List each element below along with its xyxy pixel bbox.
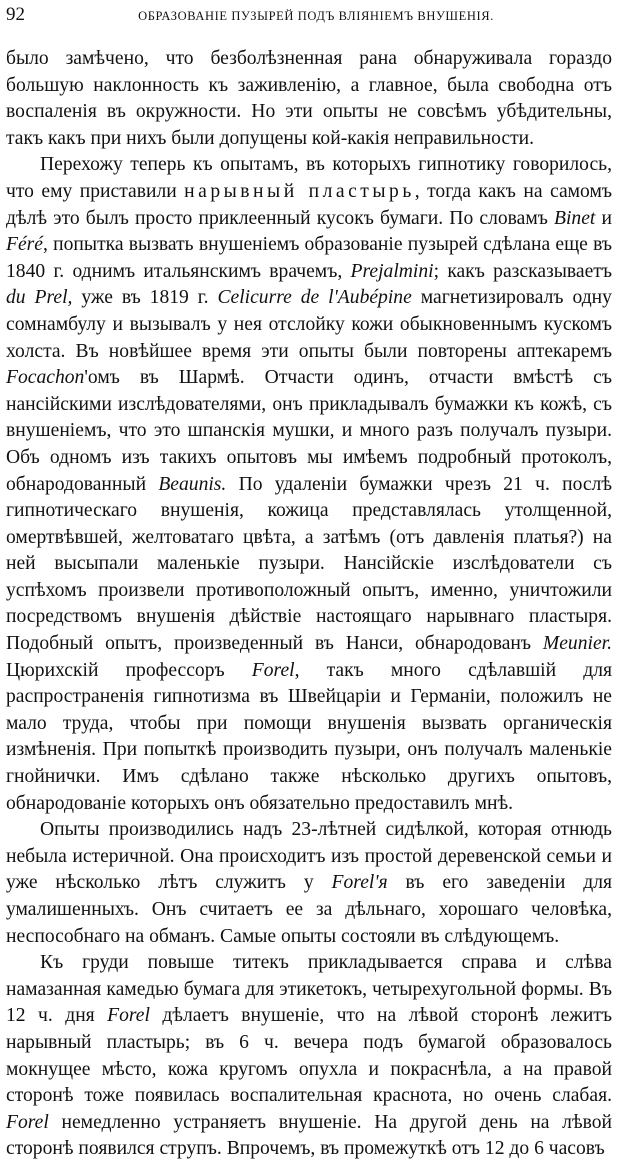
text-run: 'омъ въ Шармѣ. Отчасти одинъ, отчасти вмѣстѣ съ нансійскими изслѣдователями, онъ прикладывалъ бумажки къ кожѣ, съ внушеніемъ, что это шпанскія мушки, и много разъ получалъ пузыри. Объ одномъ изъ такихъ опытовъ мы имѣемъ подробный протоколъ, обнародованный xyxy=(6,367,612,495)
text-run: Цюрихскій профессоръ xyxy=(6,659,252,681)
text-run: въ его заведеніи для умалишенныхъ. Онъ считаетъ ее за дѣльнаго, хорошаго человѣка, неспособнаго на обманъ. Самые опыты состояли въ слѣдующемъ. xyxy=(6,872,612,947)
paragraph-2 xyxy=(6,152,612,817)
author-name: Forel xyxy=(251,659,295,681)
author-name: Forel xyxy=(6,1111,49,1133)
text-run: и xyxy=(595,207,612,229)
text-run: По удаленіи бумажки чрезъ 21 ч. послѣ гипнотическаго внушенія, кожица представлялась утолщенной, омертвѣвшей, желтоватаго цвѣта, а затѣмъ (отъ давленія платья?) на ней высыпали маленькіе пузыри. Нансійскіе изслѣдователи съ успѣхомъ произвели противоположный опытъ, именно, уничтожили посредствомъ внушенія дѣйствіе настоящаго нарывнаго пластыря. Подобный опытъ, произведенный въ Нанси, обнародованъ xyxy=(6,473,612,655)
text-run: Опыты производились надъ 23-лѣтней сидѣлкой, которая отнюдь небыла истеричной. Она происходитъ изъ простой деревенской семьи и уже нѣсколько лѣтъ служитъ у xyxy=(6,819,612,894)
text-run: , такъ много сдѣлавшій для распространенія гипнотизма въ Швейцаріи и Германіи, положилъ не мало труда, чтобы при помощи внушенія вызвать органическія измѣненія. При попыткѣ производить пузыри, онъ получалъ маленькіе гнойнички. Имъ сдѣлано также нѣсколько другихъ опытовъ, обнародованіе которыхъ онъ обязательно предоставилъ мнѣ. xyxy=(6,659,613,814)
text-run: немедленно устраняетъ внушеніе. На другой день на лѣвой сторонѣ появился струпъ. Впрочемъ, въ промежуткѣ отъ 12 до 6 часовъ xyxy=(6,1111,612,1160)
author-name: Forel xyxy=(107,1005,150,1027)
author-name: Beaunis. xyxy=(158,473,227,495)
body-text xyxy=(6,46,612,1163)
author-name: Forel'я xyxy=(331,872,388,894)
author-name: Féré xyxy=(6,234,43,256)
text-run: дѣлаетъ внушеніе, что на лѣвой сторонѣ лежитъ нарывный пластырь; въ 6 ч. вечера подъ бумагой образовалось мокнущее мѣсто, кожа кругомъ опухла и покраснѣла, а на правой сторонѣ тоже появилась воспалительная краснота, но очень слабая. xyxy=(6,1005,612,1107)
paragraph-4 xyxy=(6,950,612,1163)
author-name: Binet xyxy=(554,207,596,229)
page-number: 92 xyxy=(6,4,25,25)
text-run: , тогда какъ на самомъ дѣлѣ это былъ просто приклеенный кусокъ бумаги. По словамъ xyxy=(6,180,612,229)
spaced-term: нарывный пластырь xyxy=(184,180,415,202)
paragraph-3 xyxy=(6,817,612,950)
paragraph-1 xyxy=(6,46,612,152)
text-run: Перехожу теперь къ опытамъ, въ которыхъ гипнотику говорилось, что ему приставили xyxy=(6,154,612,202)
author-name: Prejalmini xyxy=(350,260,434,282)
text-run: было замѣчено, что безболѣзненная рана обнаруживала гораздо большую наклонность къ заживленію, а главное, была свободна отъ воспаленія въ окружности. Но эти опыты не совсѣмъ убѣдительны, такъ какъ при нихъ были допущены кой-какія неправильности. xyxy=(6,48,612,149)
text-run: Къ груди повыше титекъ прикладывается справа и слѣва намазанная камедью бумага для этикетокъ, четырехугольной формы. Въ 12 ч. дня xyxy=(6,952,612,1027)
text-run: уже въ 1819 г. xyxy=(72,287,218,309)
text-run: магнетизировалъ одну сомнамбулу и вызывалъ у нея отслойку кожи обыкновеннымъ кускомъ холста. Въ новѣйшее время эти опыты были повторены аптекаремъ xyxy=(6,287,612,362)
author-name: Celicurre de l'Aubépine xyxy=(217,287,412,309)
running-title: ОБРАЗОВАНІЕ ПУЗЫРЕЙ ПОДЪ ВЛІЯНІЕМЪ ВНУШЕНІЯ. xyxy=(138,9,494,23)
author-name: Focachon xyxy=(6,367,85,389)
author-name: Meunier. xyxy=(542,633,612,655)
text-run: ; какъ разсказываетъ xyxy=(433,260,612,282)
text-run: , попытка вызвать внушеніемъ образованіе пузырей сдѣлана еще въ 1840 г. однимъ итальянскимъ врачемъ, xyxy=(6,234,612,282)
author-name: du Prel, xyxy=(6,287,73,309)
page-header xyxy=(6,4,612,34)
